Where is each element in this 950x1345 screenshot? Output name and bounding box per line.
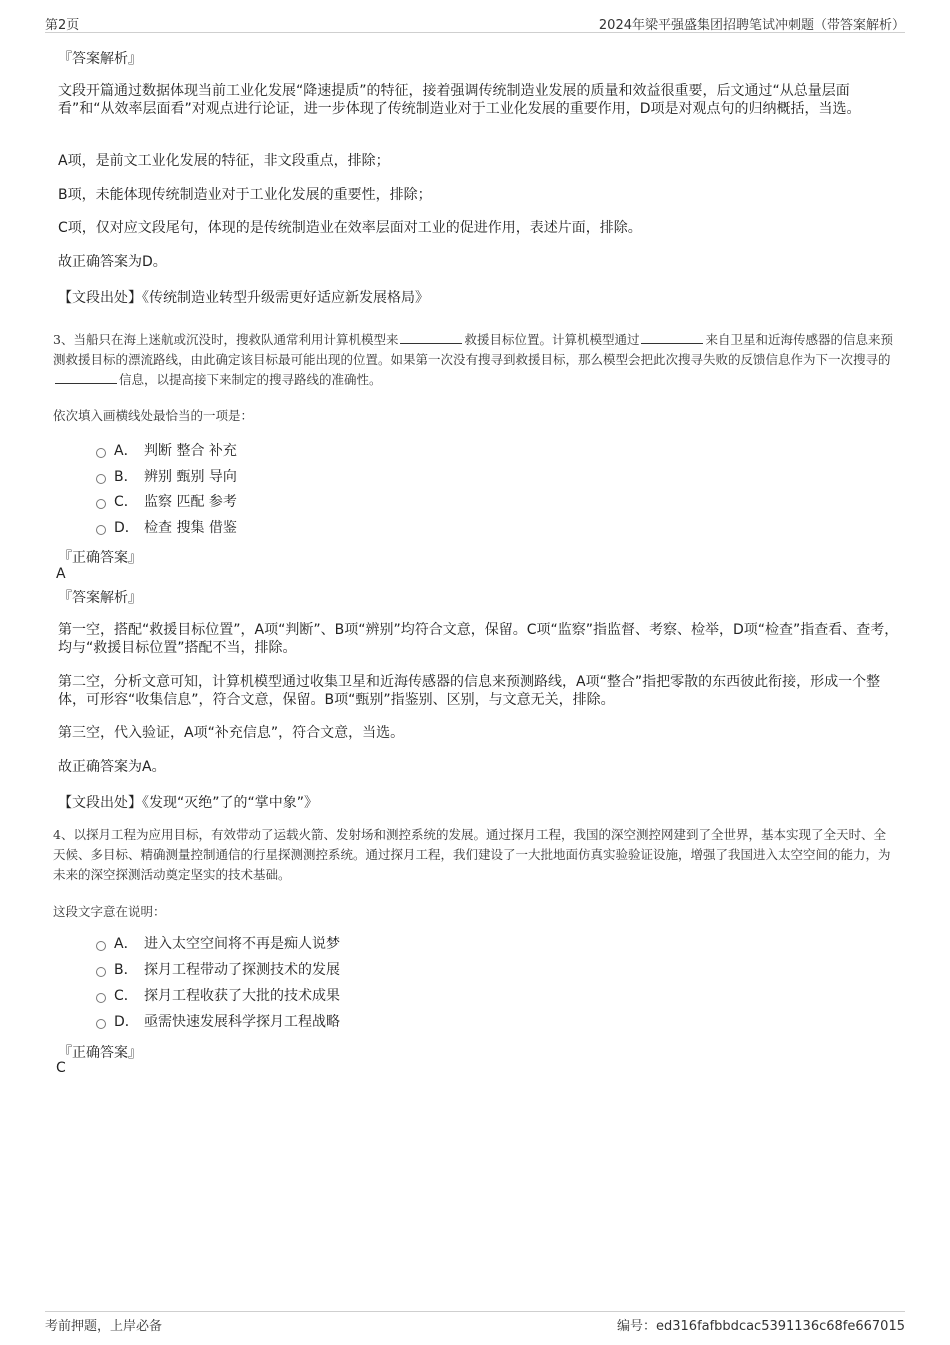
radio-icon[interactable]	[96, 448, 106, 458]
q2-analysis-label: 『答案解析』	[58, 51, 142, 67]
radio-icon[interactable]	[96, 499, 106, 509]
page-footer	[45, 1311, 905, 1332]
q4-option-d[interactable]: D． 亟需快速发展科学探月工程战略	[96, 1012, 340, 1032]
q4-answer: C	[56, 1060, 66, 1076]
page-number: 第2页	[45, 18, 80, 33]
q2-analysis-para-3: B项，未能体现传统制造业对于工业化发展的重要性，排除；	[58, 187, 432, 203]
q4-answer-label: 『正确答案』	[58, 1045, 142, 1061]
q2-analysis-para-4: C项，仅对应文段尾句，体现的是传统制造业在效率层面对工业的促进作用，表述片面，排除。	[58, 220, 642, 236]
radio-icon[interactable]	[96, 1019, 106, 1029]
radio-icon[interactable]	[96, 993, 106, 1003]
q4-option-a[interactable]: A． 进入太空空间将不再是痴人说梦	[96, 934, 340, 954]
q3-option-d[interactable]: D． 检查 搜集 借鉴	[96, 518, 237, 538]
q3-option-c[interactable]: C． 监察 匹配 参考	[96, 492, 237, 512]
q3-analysis-para-3: 第三空，代入验证，A项“补充信息”，符合文意，当选。	[58, 725, 405, 741]
q4-option-b[interactable]: B． 探月工程带动了探测技术的发展	[96, 960, 340, 980]
q2-source: 【文段出处】《传统制造业转型升级需更好适应新发展格局》	[58, 290, 429, 306]
radio-icon[interactable]	[96, 941, 106, 951]
q3-analysis-para-4: 故正确答案为A。	[58, 759, 166, 775]
q3-question-text: 3、当船只在海上迷航或沉没时，搜救队通常利用计算机模型来 救援目标位置。计算机模型通过 来自卫星和近海传感器的信息来预测救援目标的漂流路线，由此确定该目标最可能出现的位置。如果第一次没有搜寻到救援目标，那么模型会把此次搜寻失败的反馈信息作为下一次搜寻的信息，以提高接下来制定的搜寻路线的准确性。	[53, 332, 893, 387]
q3-prompt: 依次填入画横线处最恰当的一项是：	[53, 408, 254, 423]
q2-analysis-para-1: 文段开篇通过数据体现当前工业化发展“降速提质”的特征，接着强调传统制造业发展的质量和效益很重要，后文通过“从总量层面看”和“从效率层面看”对观点进行论证，进一步体现了传统制造业对于工业化发展的重要作用，D项是对观点句的归纳概括，当选。	[58, 83, 861, 117]
q3-analysis-para-2: 第二空，分析文意可知，计算机模型通过收集卫星和近海传感器的信息来预测路线，A项“整合”指把零散的东西彼此衔接，形成一个整体，可形容“收集信息”，符合文意，保留。B项“甄别”指鉴别、区别，与文意无关，排除。	[58, 674, 881, 708]
q4-question-text: 4、以探月工程为应用目标，有效带动了运载火箭、发射场和测控系统的发展。通过探月工程，我国的深空测控网建到了全世界，基本实现了全天时、全天候、多目标、精确测量控制通信的行星探测测控系统。通过探月工程，我们建设了一大批地面仿真实验验证设施，增强了我国进入太空空间的能力，为未来的深空探测活动奠定坚实的技术基础。	[53, 827, 891, 882]
q3-option-a[interactable]: A． 判断 整合 补充	[96, 441, 237, 461]
footer-slogan: 考前押题，上岸必备	[45, 1319, 163, 1334]
q3-analysis-label: 『答案解析』	[58, 590, 142, 606]
q3-analysis-para-1: 第一空，搭配“救援目标位置”，A项“判断”、B项“辨别”均符合文意，保留。C项“监察”指监督、考察、检举，D项“检查”指查看、查考，均与“救援目标位置”搭配不当，排除。	[58, 622, 899, 656]
blank-1	[400, 331, 462, 344]
page-header	[45, 14, 905, 33]
radio-icon[interactable]	[96, 967, 106, 977]
blank-2	[641, 331, 703, 344]
q2-analysis-para-2: A项，是前文工业化发展的特征，非文段重点，排除；	[58, 153, 390, 169]
radio-icon[interactable]	[96, 525, 106, 535]
radio-icon[interactable]	[96, 474, 106, 484]
q3-answer: A	[56, 566, 66, 582]
q4-prompt: 这段文字意在说明：	[53, 904, 166, 919]
q4-option-c[interactable]: C． 探月工程收获了大批的技术成果	[96, 986, 340, 1006]
q2-analysis-para-5: 故正确答案为D。	[58, 254, 167, 270]
document-code: 编号：ed316fafbbdcac5391136c68fe667015	[617, 1319, 905, 1334]
q3-source: 【文段出处】《发现“灭绝”了的“掌中象”》	[58, 795, 319, 811]
document-title: 2024年梁平强盛集团招聘笔试冲刺题（带答案解析）	[598, 18, 905, 33]
q3-option-b[interactable]: B． 辨别 甄别 导向	[96, 467, 237, 487]
q3-answer-label: 『正确答案』	[58, 550, 142, 566]
blank-3	[55, 371, 117, 384]
